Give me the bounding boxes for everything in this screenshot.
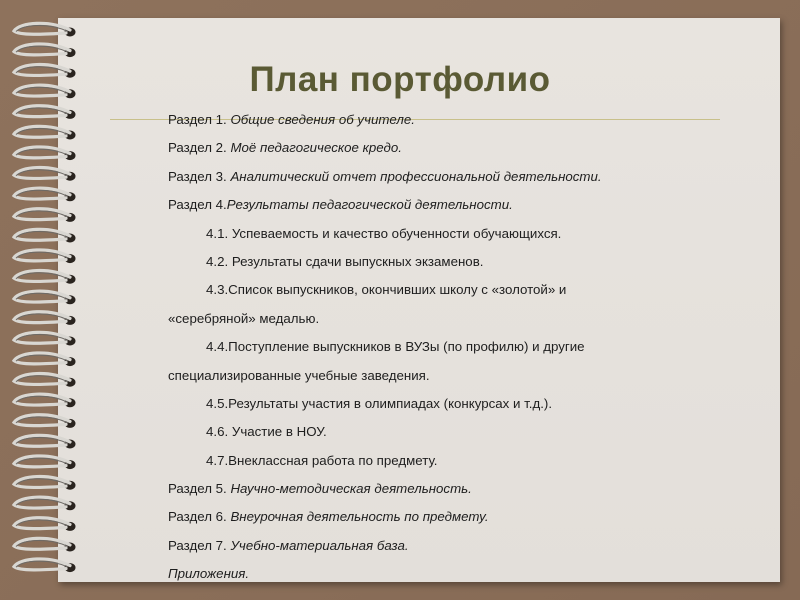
section-text: 4.5.Результаты участия в олимпиадах (конкурсах и т.д.).: [206, 395, 553, 411]
spiral-ring: [14, 456, 76, 469]
section-prefix: Раздел 3.: [168, 168, 231, 184]
plan-line: [168, 475, 768, 503]
plan-line: [168, 333, 768, 361]
spiral-ring: [14, 229, 76, 242]
plan-line: [168, 503, 768, 531]
spiral-ring: [14, 44, 76, 57]
spiral-ring: [14, 250, 76, 263]
section-prefix: Раздел 7.: [168, 537, 231, 553]
section-text: Приложения.: [168, 566, 250, 582]
spiral-ring: [14, 415, 76, 428]
spiral-ring: [14, 209, 76, 222]
section-text: 4.2. Результаты сдачи выпускных экзаменов.: [206, 253, 484, 269]
spiral-ring: [14, 435, 76, 448]
section-text: 4.1. Успеваемость и качество обученности обучающихся.: [206, 225, 562, 241]
plan-line: [168, 276, 768, 304]
spiral-ring: [14, 374, 76, 387]
section-text: специализированные учебные заведения.: [168, 367, 430, 383]
spiral-ring: [14, 559, 76, 572]
plan-line: [168, 106, 768, 134]
section-prefix: Раздел 5.: [168, 481, 231, 497]
spiral-ring: [14, 538, 76, 551]
section-text: 4.4.Поступление выпускников в ВУЗы (по профилю) и другие: [206, 339, 585, 355]
section-text: Учебно-материальная база.: [230, 537, 409, 553]
section-prefix: Раздел 2.: [168, 140, 231, 156]
plan-line: [168, 532, 768, 560]
section-text: Общие сведения об учителе.: [230, 112, 415, 127]
section-text: 4.6. Участие в НОУ.: [206, 424, 327, 440]
spiral-ring: [14, 126, 76, 139]
section-text: 4.7.Внеклассная работа по предмету.: [206, 452, 438, 468]
plan-line: [168, 163, 768, 191]
plan-line: [168, 248, 768, 276]
spiral-ring: [14, 394, 76, 407]
spiral-ring: [14, 188, 76, 201]
section-text: 4.3.Список выпускников, окончивших школу с «золотой» и: [206, 282, 567, 298]
spiral-ring: [14, 23, 76, 36]
section-prefix: Раздел 4.: [168, 197, 227, 213]
plan-line: [168, 134, 768, 162]
section-prefix: Раздел 1.: [168, 112, 231, 127]
plan-line: [168, 305, 768, 333]
plan-line: [168, 362, 768, 390]
spiral-ring: [14, 497, 76, 510]
spiral-ring: [14, 147, 76, 160]
spiral-ring: [14, 168, 76, 181]
plan-line: [168, 220, 768, 248]
section-text: Результаты педагогической деятельности.: [226, 197, 513, 213]
spiral-ring: [14, 518, 76, 531]
section-text: Аналитический отчет профессиональной деятельности.: [230, 168, 602, 184]
plan-line: [168, 560, 768, 588]
spiral-ring: [14, 477, 76, 490]
section-text: Моё педагогическое кредо.: [230, 140, 402, 156]
plan-line: [168, 390, 768, 418]
spiral-ring: [14, 271, 76, 284]
spiral-ring: [14, 312, 76, 325]
section-text: «серебряной» медалью.: [168, 310, 320, 326]
portfolio-plan-list: [168, 106, 768, 589]
plan-line: [168, 418, 768, 446]
spiral-ring: [14, 353, 76, 366]
section-text: Научно-методическая деятельность.: [230, 481, 472, 497]
page-title: План портфолио: [249, 60, 551, 99]
spiral-ring: [14, 291, 76, 304]
section-text: Внеурочная деятельность по предмету.: [230, 509, 489, 525]
plan-line: [168, 447, 768, 475]
spiral-ring: [14, 106, 76, 119]
plan-line: [168, 191, 768, 219]
spiral-ring: [14, 332, 76, 345]
section-prefix: Раздел 6.: [168, 509, 231, 525]
